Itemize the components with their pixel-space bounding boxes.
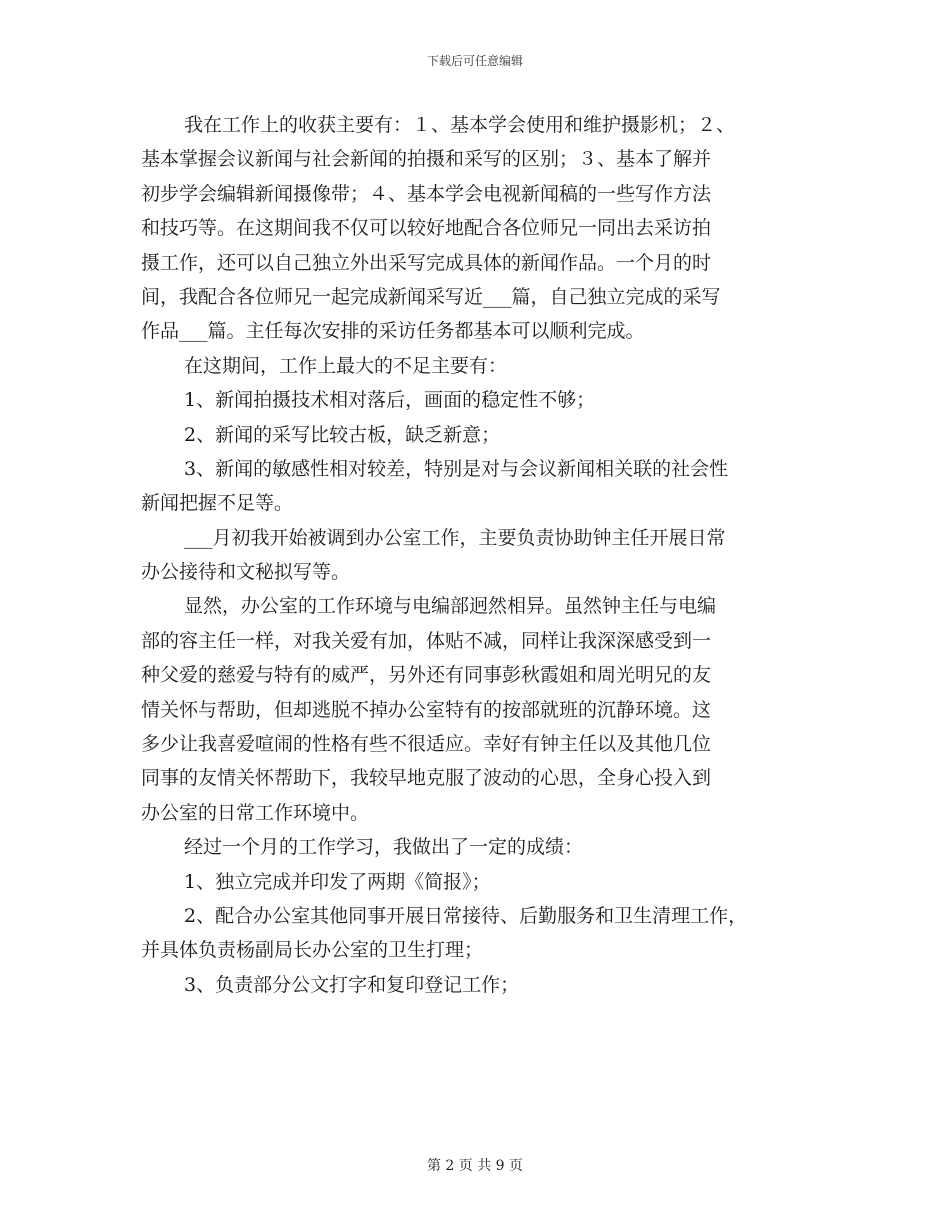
text-line: 显然，办公室的工作环境与电编部迥然相异。虽然钟主任与电编 — [184, 595, 717, 618]
page-number: 第 2 页 共 9 页 — [426, 1158, 524, 1174]
text-line: 2、新闻的采写比较古板，缺乏新意； — [184, 423, 501, 446]
text-line: 并具体负责杨副局长办公室的卫生打理； — [141, 939, 484, 962]
text-line: 种父爱的慈爱与特有的威严，另外还有同事彭秋霞姐和周光明兄的友 — [141, 664, 712, 687]
text-line: 基本掌握会议新闻与社会新闻的拍摄和采写的区别；３、基本了解并 — [141, 148, 712, 171]
text-line: 作品___篇。主任每次安排的采访任务都基本可以顺利完成。 — [141, 320, 645, 343]
text-line: 我在工作上的收获主要有：１、基本学会使用和维护摄影机；２、 — [184, 114, 736, 136]
text-line: 2、配合办公室其他同事开展日常接待、后勤服务和卫生清理工作， — [184, 904, 748, 927]
text-line: 1、独立完成并印发了两期《简报》； — [184, 870, 491, 893]
text-line: 初步学会编辑新闻摄像带；４、基本学会电视新闻稿的一些写作方法 — [141, 182, 712, 205]
text-line: 新闻把握不足等。 — [141, 492, 294, 515]
document-body — [141, 108, 809, 1002]
text-line: 和技巧等。在这期间我不仅可以较好地配合各位师兄一同出去采访拍 — [141, 217, 712, 240]
text-line: 同事的友情关怀帮助下，我较早地克服了波动的心思，全身心投入到 — [141, 767, 712, 790]
text-line: 间，我配合各位师兄一起完成新闻采写近___篇，自己独立完成的采写 — [141, 285, 721, 308]
text-line: 部的容主任一样，对我关爱有加，体贴不减，同样让我深深感受到一 — [141, 629, 712, 652]
text-line: 多少让我喜爱喧闹的性格有些不很适应。幸好有钟主任以及其他几位 — [141, 733, 712, 756]
text-line: 3、新闻的敏感性相对较差，特别是对与会议新闻相关联的社会性 — [184, 457, 729, 480]
header-note: 下载后可任意编辑 — [426, 54, 523, 68]
text-line: 情关怀与帮助，但却逃脱不掉办公室特有的按部就班的沉静环境。这 — [141, 698, 712, 721]
text-line: 1、新闻拍摄技术相对落后，画面的稳定性不够； — [184, 389, 596, 412]
text-line: 办公接待和文秘拟写等。 — [141, 561, 351, 584]
text-line: 3、负责部分公文打字和复印登记工作； — [184, 973, 520, 996]
text-line: 摄工作，还可以自己独立外出采写完成具体的新闻作品。一个月的时 — [141, 251, 712, 274]
text-line: 办公室的日常工作环境中。 — [141, 801, 370, 824]
text-line: 经过一个月的工作学习，我做出了一定的成绩： — [184, 836, 584, 859]
text-line: ___月初我开始被调到办公室工作，主要负责协助钟主任开展日常 — [184, 526, 726, 549]
text-line: 在这期间，工作上最大的不足主要有： — [184, 354, 508, 377]
